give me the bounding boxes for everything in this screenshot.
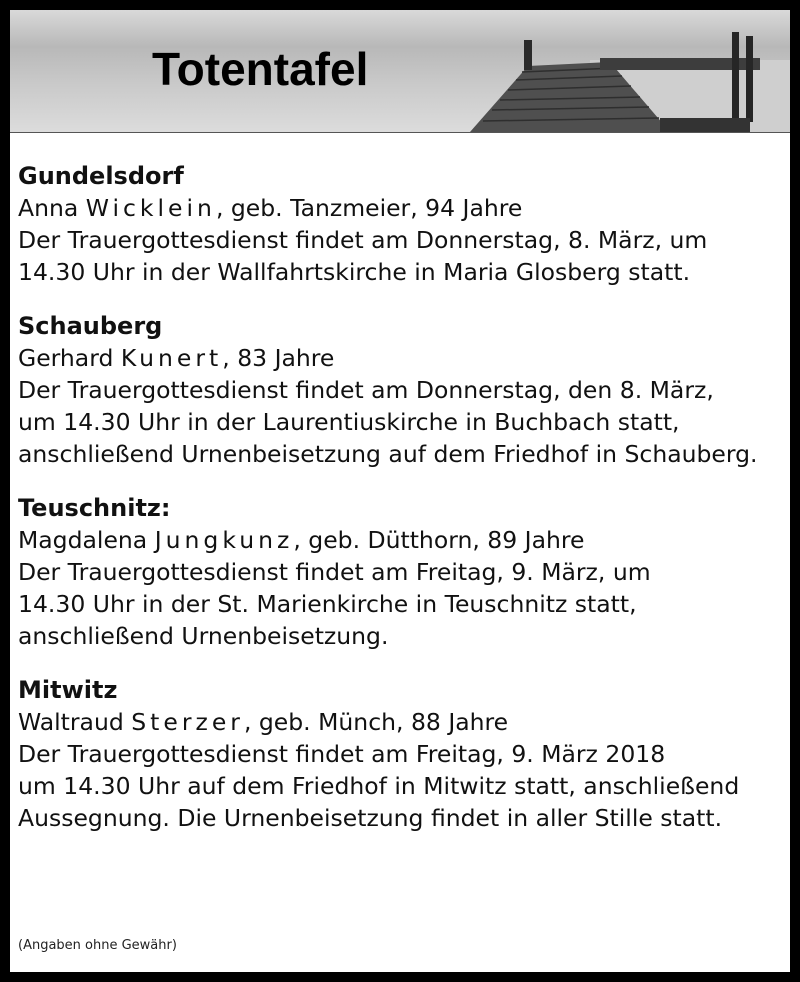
- person-details: , geb. Münch, 88 Jahre: [243, 708, 509, 736]
- surname: Wicklein: [85, 194, 216, 222]
- surname: Sterzer: [131, 708, 244, 736]
- first-name: Waltraud: [18, 708, 124, 736]
- entry-text-line: Der Trauergottesdienst findet am Donnerstag, 8. März, um: [18, 226, 708, 254]
- entry-text-line: 14.30 Uhr in der St. Marienkirche in Teuschnitz statt,: [18, 590, 637, 618]
- entry-place: Schauberg: [18, 312, 163, 340]
- entry-schauberg: [18, 310, 788, 470]
- entry-text-line: 14.30 Uhr in der Wallfahrtskirche in Maria Glosberg statt.: [18, 258, 691, 286]
- entries-list: [18, 160, 788, 856]
- page-title: Totentafel: [152, 43, 369, 95]
- entry-text-line: Der Trauergottesdienst findet am Freitag, 9. März, um: [18, 558, 651, 586]
- entry-person: [18, 706, 788, 738]
- first-name: Anna: [18, 194, 79, 222]
- first-name: Gerhard: [18, 344, 114, 372]
- person-details: , geb. Tanzmeier, 94 Jahre: [215, 194, 523, 222]
- entry-text-line: anschließend Urnenbeisetzung.: [18, 622, 389, 650]
- header-banner: [10, 10, 790, 133]
- entry-gundelsdorf: [18, 160, 788, 288]
- entry-person: [18, 192, 788, 224]
- first-name: Magdalena: [18, 526, 148, 554]
- surname: Kunert: [120, 344, 223, 372]
- disclaimer: (Angaben ohne Gewähr): [18, 938, 177, 953]
- entry-place: Teuschnitz:: [18, 494, 171, 522]
- person-details: , geb. Dütthorn, 89 Jahre: [293, 526, 585, 554]
- entry-teuschnitz: [18, 492, 788, 652]
- entry-person: [18, 524, 788, 556]
- entry-text-line: Aussegnung. Die Urnenbeisetzung findet in aller Stille statt.: [18, 804, 723, 832]
- entry-text-line: Der Trauergottesdienst findet am Donnerstag, den 8. März,: [18, 376, 714, 404]
- entry-text-line: um 14.30 Uhr auf dem Friedhof in Mitwitz statt, anschließend: [18, 772, 740, 800]
- entry-place: Gundelsdorf: [18, 162, 184, 190]
- person-details: , 83 Jahre: [222, 344, 335, 372]
- entry-person: [18, 342, 788, 374]
- entry-text-line: Der Trauergottesdienst findet am Freitag, 9. März 2018: [18, 740, 666, 768]
- pier-image: [450, 10, 790, 132]
- surname: Jungkunz: [154, 526, 294, 554]
- entry-text-line: um 14.30 Uhr in der Laurentiuskirche in Buchbach statt,: [18, 408, 680, 436]
- entry-place: Mitwitz: [18, 676, 118, 704]
- entry-mitwitz: [18, 674, 788, 834]
- entry-text-line: anschließend Urnenbeisetzung auf dem Friedhof in Schauberg.: [18, 440, 758, 468]
